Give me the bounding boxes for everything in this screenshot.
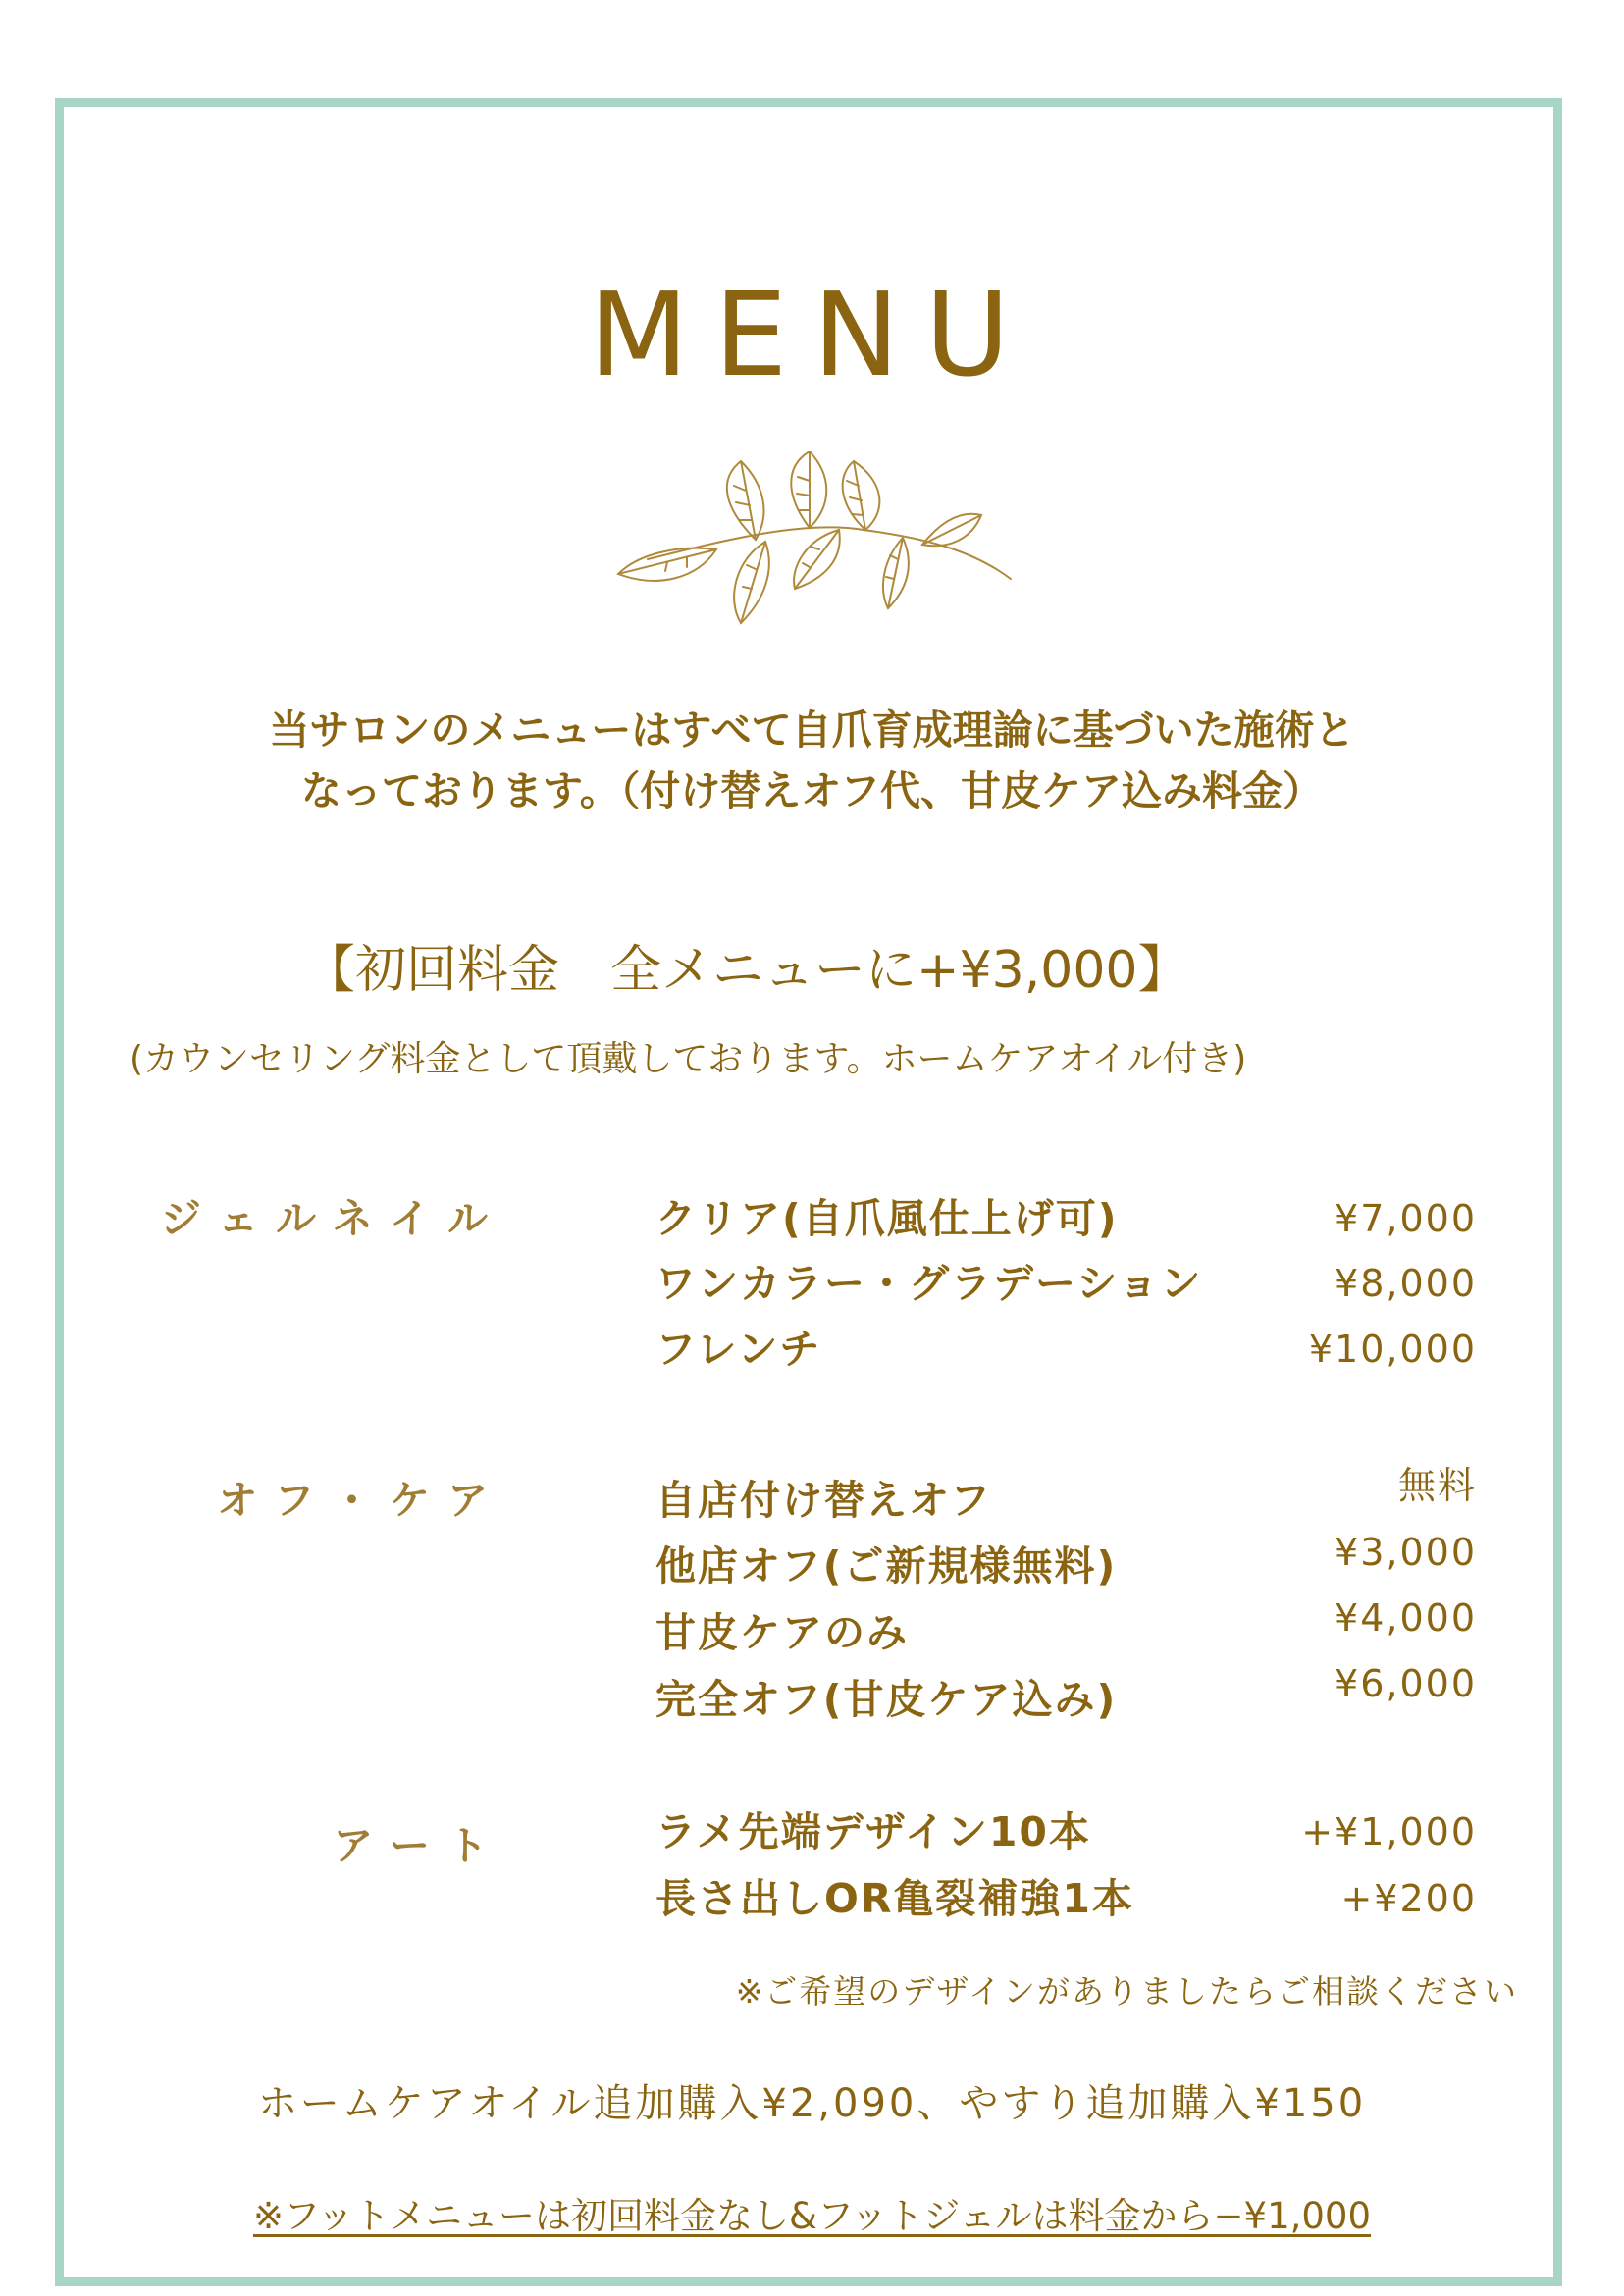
menu-price: ¥3,000 xyxy=(1335,1531,1477,1574)
menu-price: ¥8,000 xyxy=(1335,1262,1477,1305)
menu-item: 甘皮ケアのみ xyxy=(655,1609,909,1656)
menu-price: ¥4,000 xyxy=(1335,1596,1477,1640)
first-visit-note: (カウンセリング料金として頂戴しております。ホームケアオイル付き) xyxy=(130,1039,1247,1079)
menu-item: クリア(自爪風仕上げ可) xyxy=(655,1195,1119,1242)
menu-item: 完全オフ(甘皮ケア込み) xyxy=(655,1676,1118,1723)
menu-price: +¥200 xyxy=(1340,1877,1477,1920)
first-visit-fee: 【初回料金 全メニューに+¥3,000】 xyxy=(304,941,1189,1000)
category-gel-nail: ジェルネイル xyxy=(160,1195,505,1242)
menu-item: ワンカラー・グラデーション xyxy=(655,1260,1203,1307)
menu-price: 無料 xyxy=(1397,1464,1477,1507)
menu-title: MENU xyxy=(588,267,1035,402)
menu-price: ¥7,000 xyxy=(1335,1197,1477,1240)
category-art: アート xyxy=(333,1822,505,1869)
menu-item: ラメ先端デザイン10本 xyxy=(655,1808,1091,1855)
page-frame xyxy=(55,98,1562,2286)
menu-item: 他店オフ(ご新規様無料) xyxy=(655,1542,1118,1590)
oil-purchase-note: ホームケアオイル追加購入¥2,090、やすり追加購入¥150 xyxy=(257,2081,1367,2126)
menu-item: 長さ出しOR亀裂補強1本 xyxy=(655,1875,1134,1922)
menu-item: 自店付け替えオフ xyxy=(655,1477,992,1524)
foot-menu-note: ※フットメニューは初回料金なし&フットジェルは料金から−¥1,000 xyxy=(252,2195,1372,2237)
menu-price: +¥1,000 xyxy=(1301,1810,1477,1853)
intro-line-1: 当サロンのメニューはすべて自爪育成理論に基づいた施術と xyxy=(269,706,1355,754)
leaf-branch-icon xyxy=(608,451,1030,648)
design-consult-note: ※ご希望のデザインがありましたらご相談ください xyxy=(735,1972,1518,2010)
intro-line-2: なっております。（付け替えオフ代、甘皮ケア込み料金） xyxy=(301,767,1323,814)
menu-price: ¥6,000 xyxy=(1335,1662,1477,1705)
category-off-care: オフ・ケア xyxy=(217,1477,505,1524)
menu-item: フレンチ xyxy=(655,1326,822,1373)
menu-price: ¥10,000 xyxy=(1308,1328,1477,1371)
